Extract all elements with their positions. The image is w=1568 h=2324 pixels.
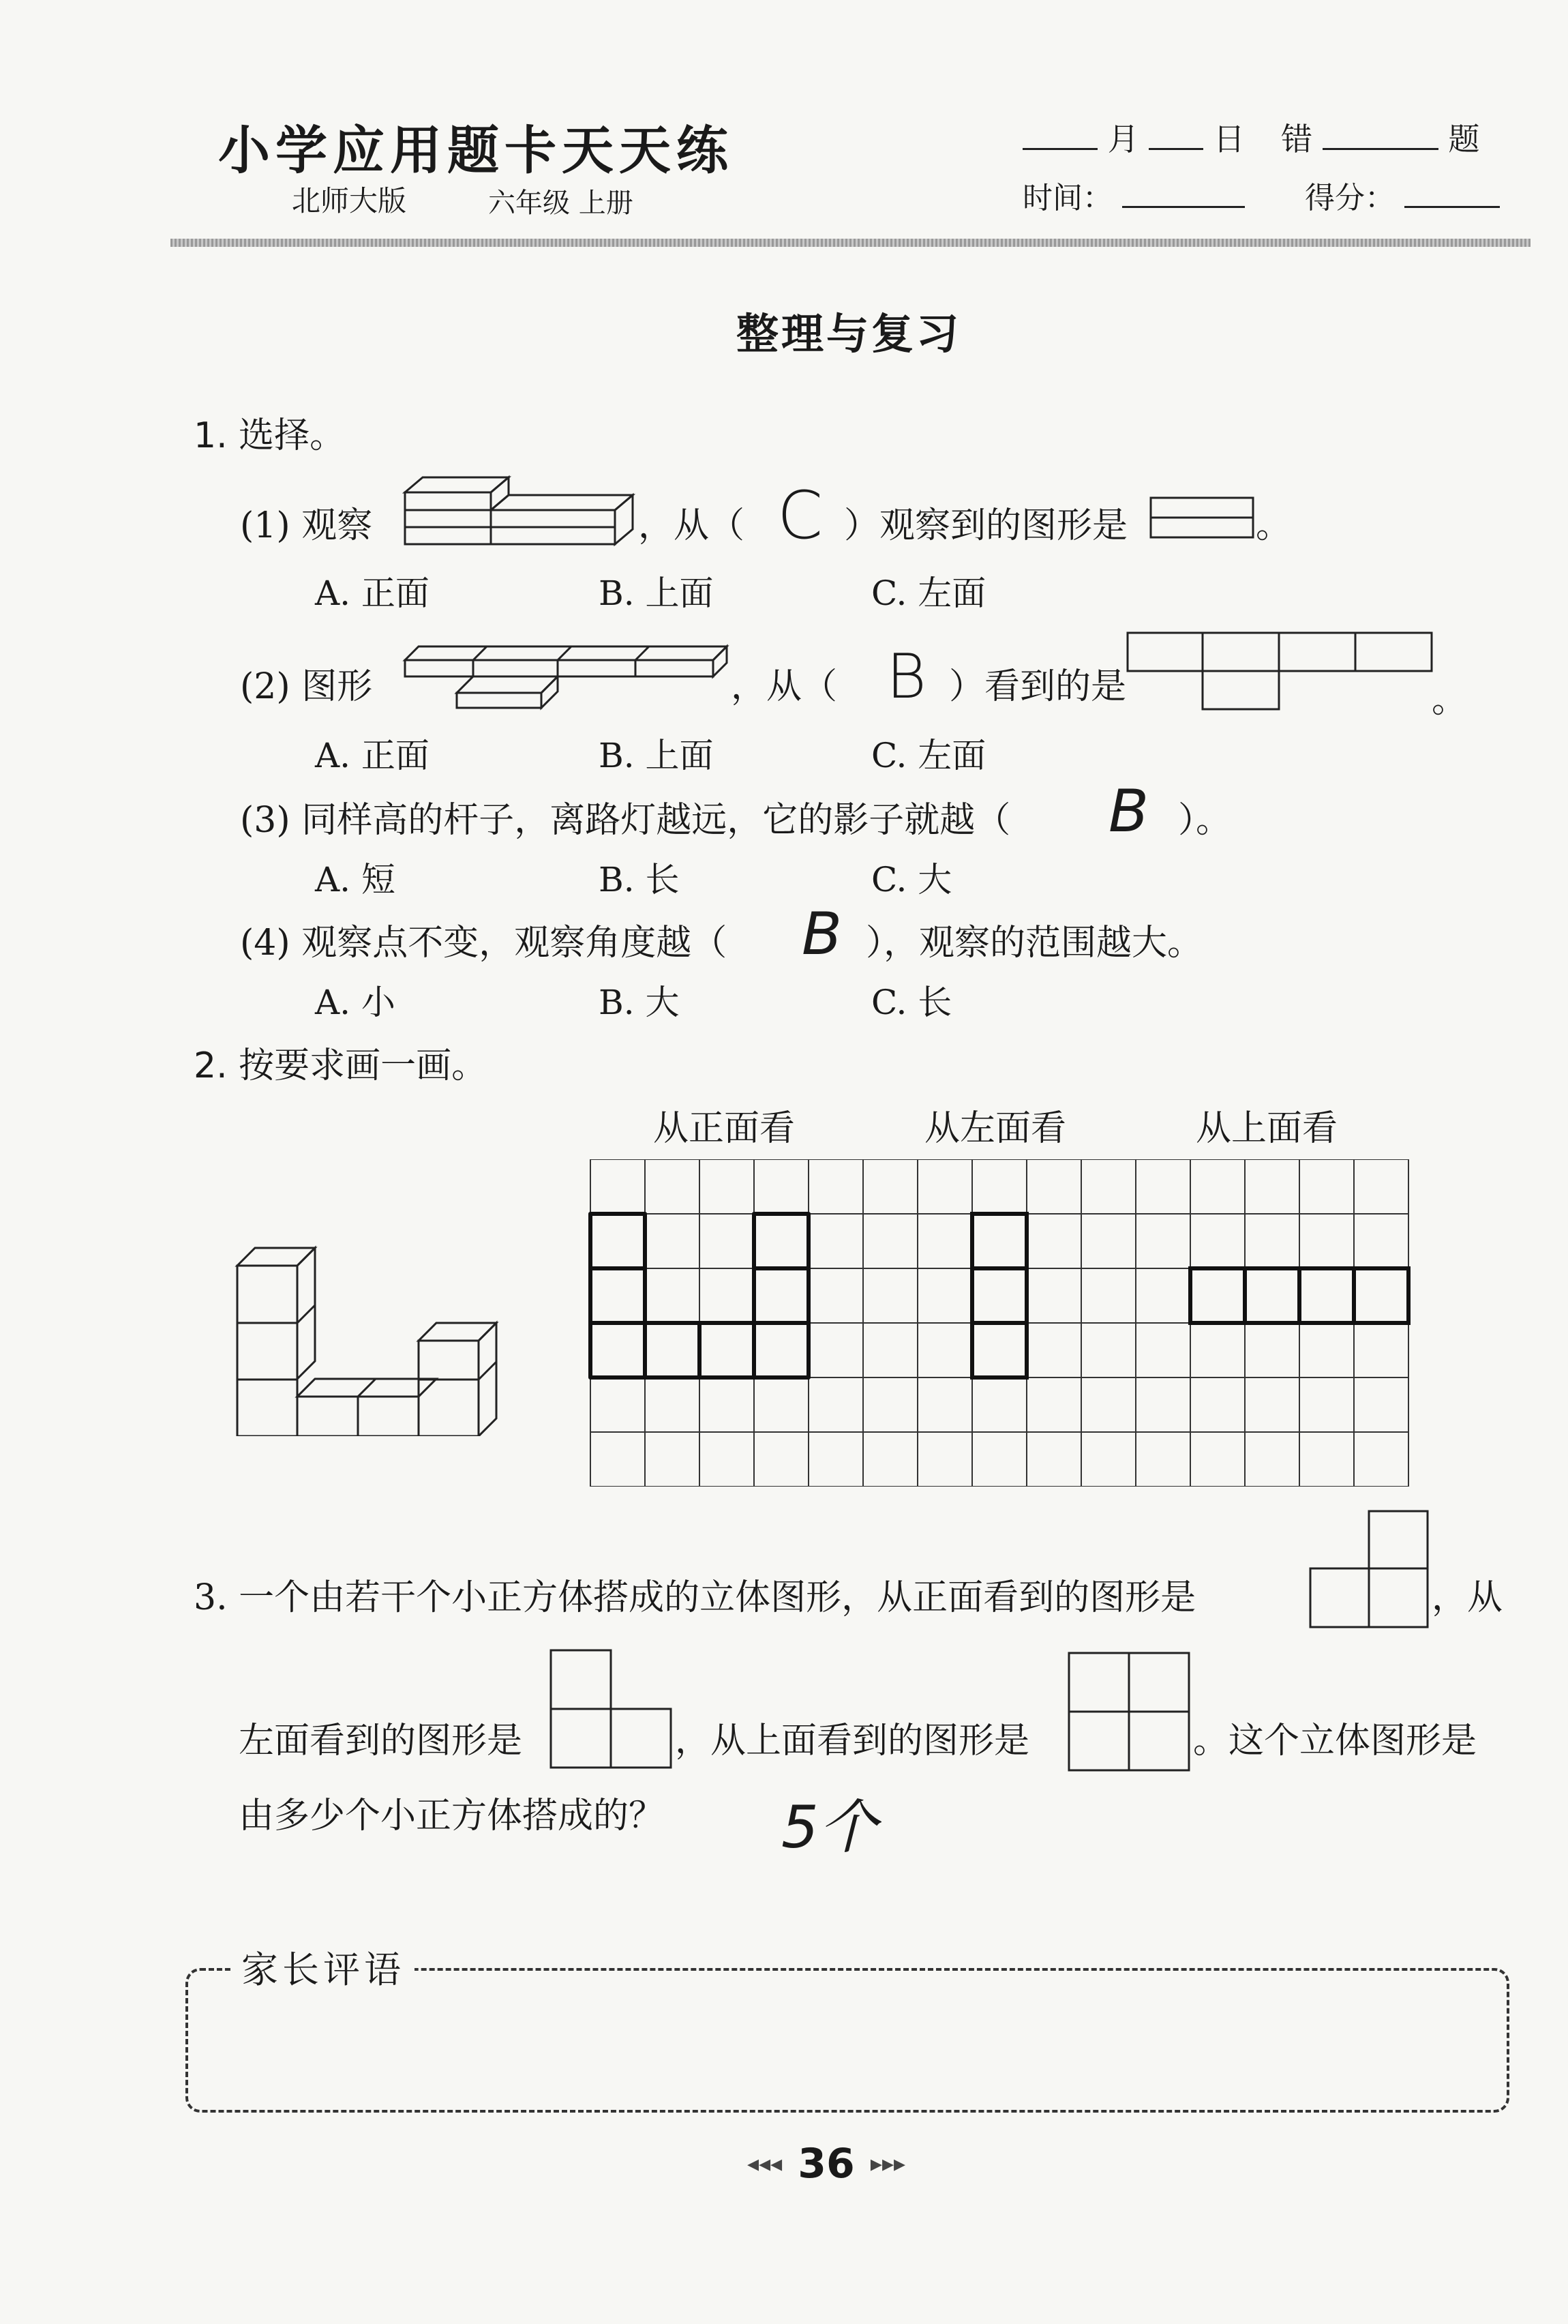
q1-sub3-line	[240, 791, 1010, 842]
q1-sub2-text-a: 图形	[301, 666, 373, 707]
question-unit-label: 题	[1448, 121, 1480, 158]
q1-sub1-line	[240, 496, 372, 548]
q3-text-d: ，从上面看到的图形是	[675, 1720, 1030, 1761]
q3-text-e: 。这个立体图形是	[1193, 1720, 1477, 1761]
page-number: 36	[798, 2140, 855, 2188]
q1-sub1-num: (1)	[240, 505, 290, 546]
q1-sub1-line-b	[638, 496, 744, 548]
q3-text-b: ，从	[1432, 1577, 1503, 1618]
time-score-row	[1023, 173, 1500, 217]
grade-label: 六年级 上册	[488, 188, 633, 219]
q1-sub1-end: 。	[1256, 505, 1292, 546]
q1-sub1-text-c: ）观察到的图形是	[844, 505, 1128, 546]
q1-sub3-option-b[interactable]: B. 长	[599, 860, 680, 899]
q1-sub3-option-a[interactable]: A. 短	[315, 860, 395, 899]
q3-left-view	[549, 1648, 675, 1770]
parent-comment-label: 家长评语	[232, 1941, 414, 1993]
q3-answer: 5个	[781, 1793, 877, 1862]
month-label: 月	[1107, 121, 1139, 158]
q2-block-figure	[232, 1238, 504, 1436]
q1-sub3-option-c[interactable]: C. 大	[871, 860, 952, 899]
right-arrows-icon: ▸▸▸	[870, 2150, 906, 2177]
q1-sub3-end: ）。	[1178, 800, 1232, 841]
day-blank[interactable]	[1149, 121, 1203, 150]
q1-sub1-option-a[interactable]: A. 正面	[315, 573, 429, 613]
score-label: 得分：	[1305, 181, 1395, 215]
date-row	[1023, 115, 1479, 160]
q1-sub3-text-a: 同样高的杆子，离路灯越远，它的影子就越（	[301, 800, 1011, 841]
q1-sub1-answer: C	[777, 477, 824, 554]
q1-sub2-line-c	[949, 657, 1126, 709]
q1-sub1-line-c	[844, 496, 1128, 548]
q3-front-view	[1309, 1508, 1432, 1631]
q1-sub2-text-c: ）看到的是	[949, 666, 1127, 707]
q1-sub4-option-b[interactable]: B. 大	[599, 983, 680, 1022]
q1-sub1-text-b: ，从（	[638, 505, 745, 546]
q3-text-a: 3. 一个由若干个小正方体搭成的立体图形，从正面看到的图形是	[194, 1577, 1196, 1618]
q1-sub3-num: (3)	[240, 800, 290, 841]
q3-text-c: 左面看到的图形是	[239, 1720, 523, 1761]
q1-heading: 1. 选择。	[194, 415, 346, 456]
time-label: 时间：	[1023, 181, 1113, 215]
q1-sub3-answer: B	[1109, 777, 1149, 846]
q2-label-top: 从上面看	[1196, 1108, 1338, 1149]
q1-sub1-text-a: 观察	[301, 505, 373, 546]
day-label: 日	[1213, 121, 1245, 158]
q1-sub2-answer: B	[886, 641, 926, 713]
q3-top-view	[1068, 1650, 1193, 1773]
q1-sub2-view	[1126, 631, 1434, 712]
q1-sub2-line-b	[731, 657, 837, 709]
q1-sub1-option-c[interactable]: C. 左面	[871, 573, 986, 613]
q1-sub4-option-a[interactable]: A. 小	[315, 983, 395, 1022]
score-blank[interactable]	[1404, 181, 1500, 208]
edition-label: 北师大版	[292, 184, 407, 218]
q1-sub4-num: (4)	[240, 923, 290, 964]
error-blank[interactable]	[1323, 121, 1438, 150]
q1-sub2-figure	[402, 642, 736, 711]
left-arrows-icon: ◂◂◂	[747, 2150, 783, 2177]
q2-answer-grid[interactable]	[586, 1159, 1415, 1487]
q1-sub2-option-a[interactable]: A. 正面	[315, 736, 429, 775]
q1-sub4-text-a: 观察点不变，观察角度越（	[301, 923, 727, 964]
q1-sub4-end: ），观察的范围越大。	[866, 923, 1203, 964]
q2-left-view-drawing	[972, 1214, 1027, 1377]
q1-sub4-line	[240, 914, 727, 965]
time-blank[interactable]	[1122, 181, 1245, 208]
q1-sub2-num: (2)	[240, 666, 290, 707]
q1-sub2-end: 。	[1432, 680, 1468, 721]
q1-sub1-option-b[interactable]: B. 上面	[599, 573, 714, 613]
q1-sub2-option-c[interactable]: C. 左面	[871, 736, 986, 775]
q1-sub1-view	[1149, 496, 1256, 540]
month-blank[interactable]	[1023, 121, 1098, 150]
q1-sub2-line	[240, 657, 372, 709]
q1-sub2-option-b[interactable]: B. 上面	[599, 736, 714, 775]
q1-sub4-option-c[interactable]: C. 长	[871, 983, 952, 1022]
brand-title: 小学应用题卡天天练	[218, 120, 734, 181]
q3-text-f: 由多少个小正方体搭成的？	[239, 1796, 665, 1836]
q1-sub1-figure	[402, 472, 641, 548]
header-divider	[170, 239, 1531, 247]
q1-sub2-text-b: ，从（	[731, 666, 838, 707]
q2-label-front: 从正面看	[653, 1108, 796, 1149]
q2-heading: 2. 按要求画一画。	[194, 1045, 487, 1086]
page-footer	[747, 2140, 905, 2188]
q2-label-left: 从左面看	[924, 1108, 1067, 1149]
q1-sub4-answer: B	[802, 900, 842, 968]
error-label: 错	[1281, 121, 1313, 158]
q2-top-view-drawing	[1190, 1268, 1408, 1323]
page-title: 整理与复习	[736, 309, 962, 359]
